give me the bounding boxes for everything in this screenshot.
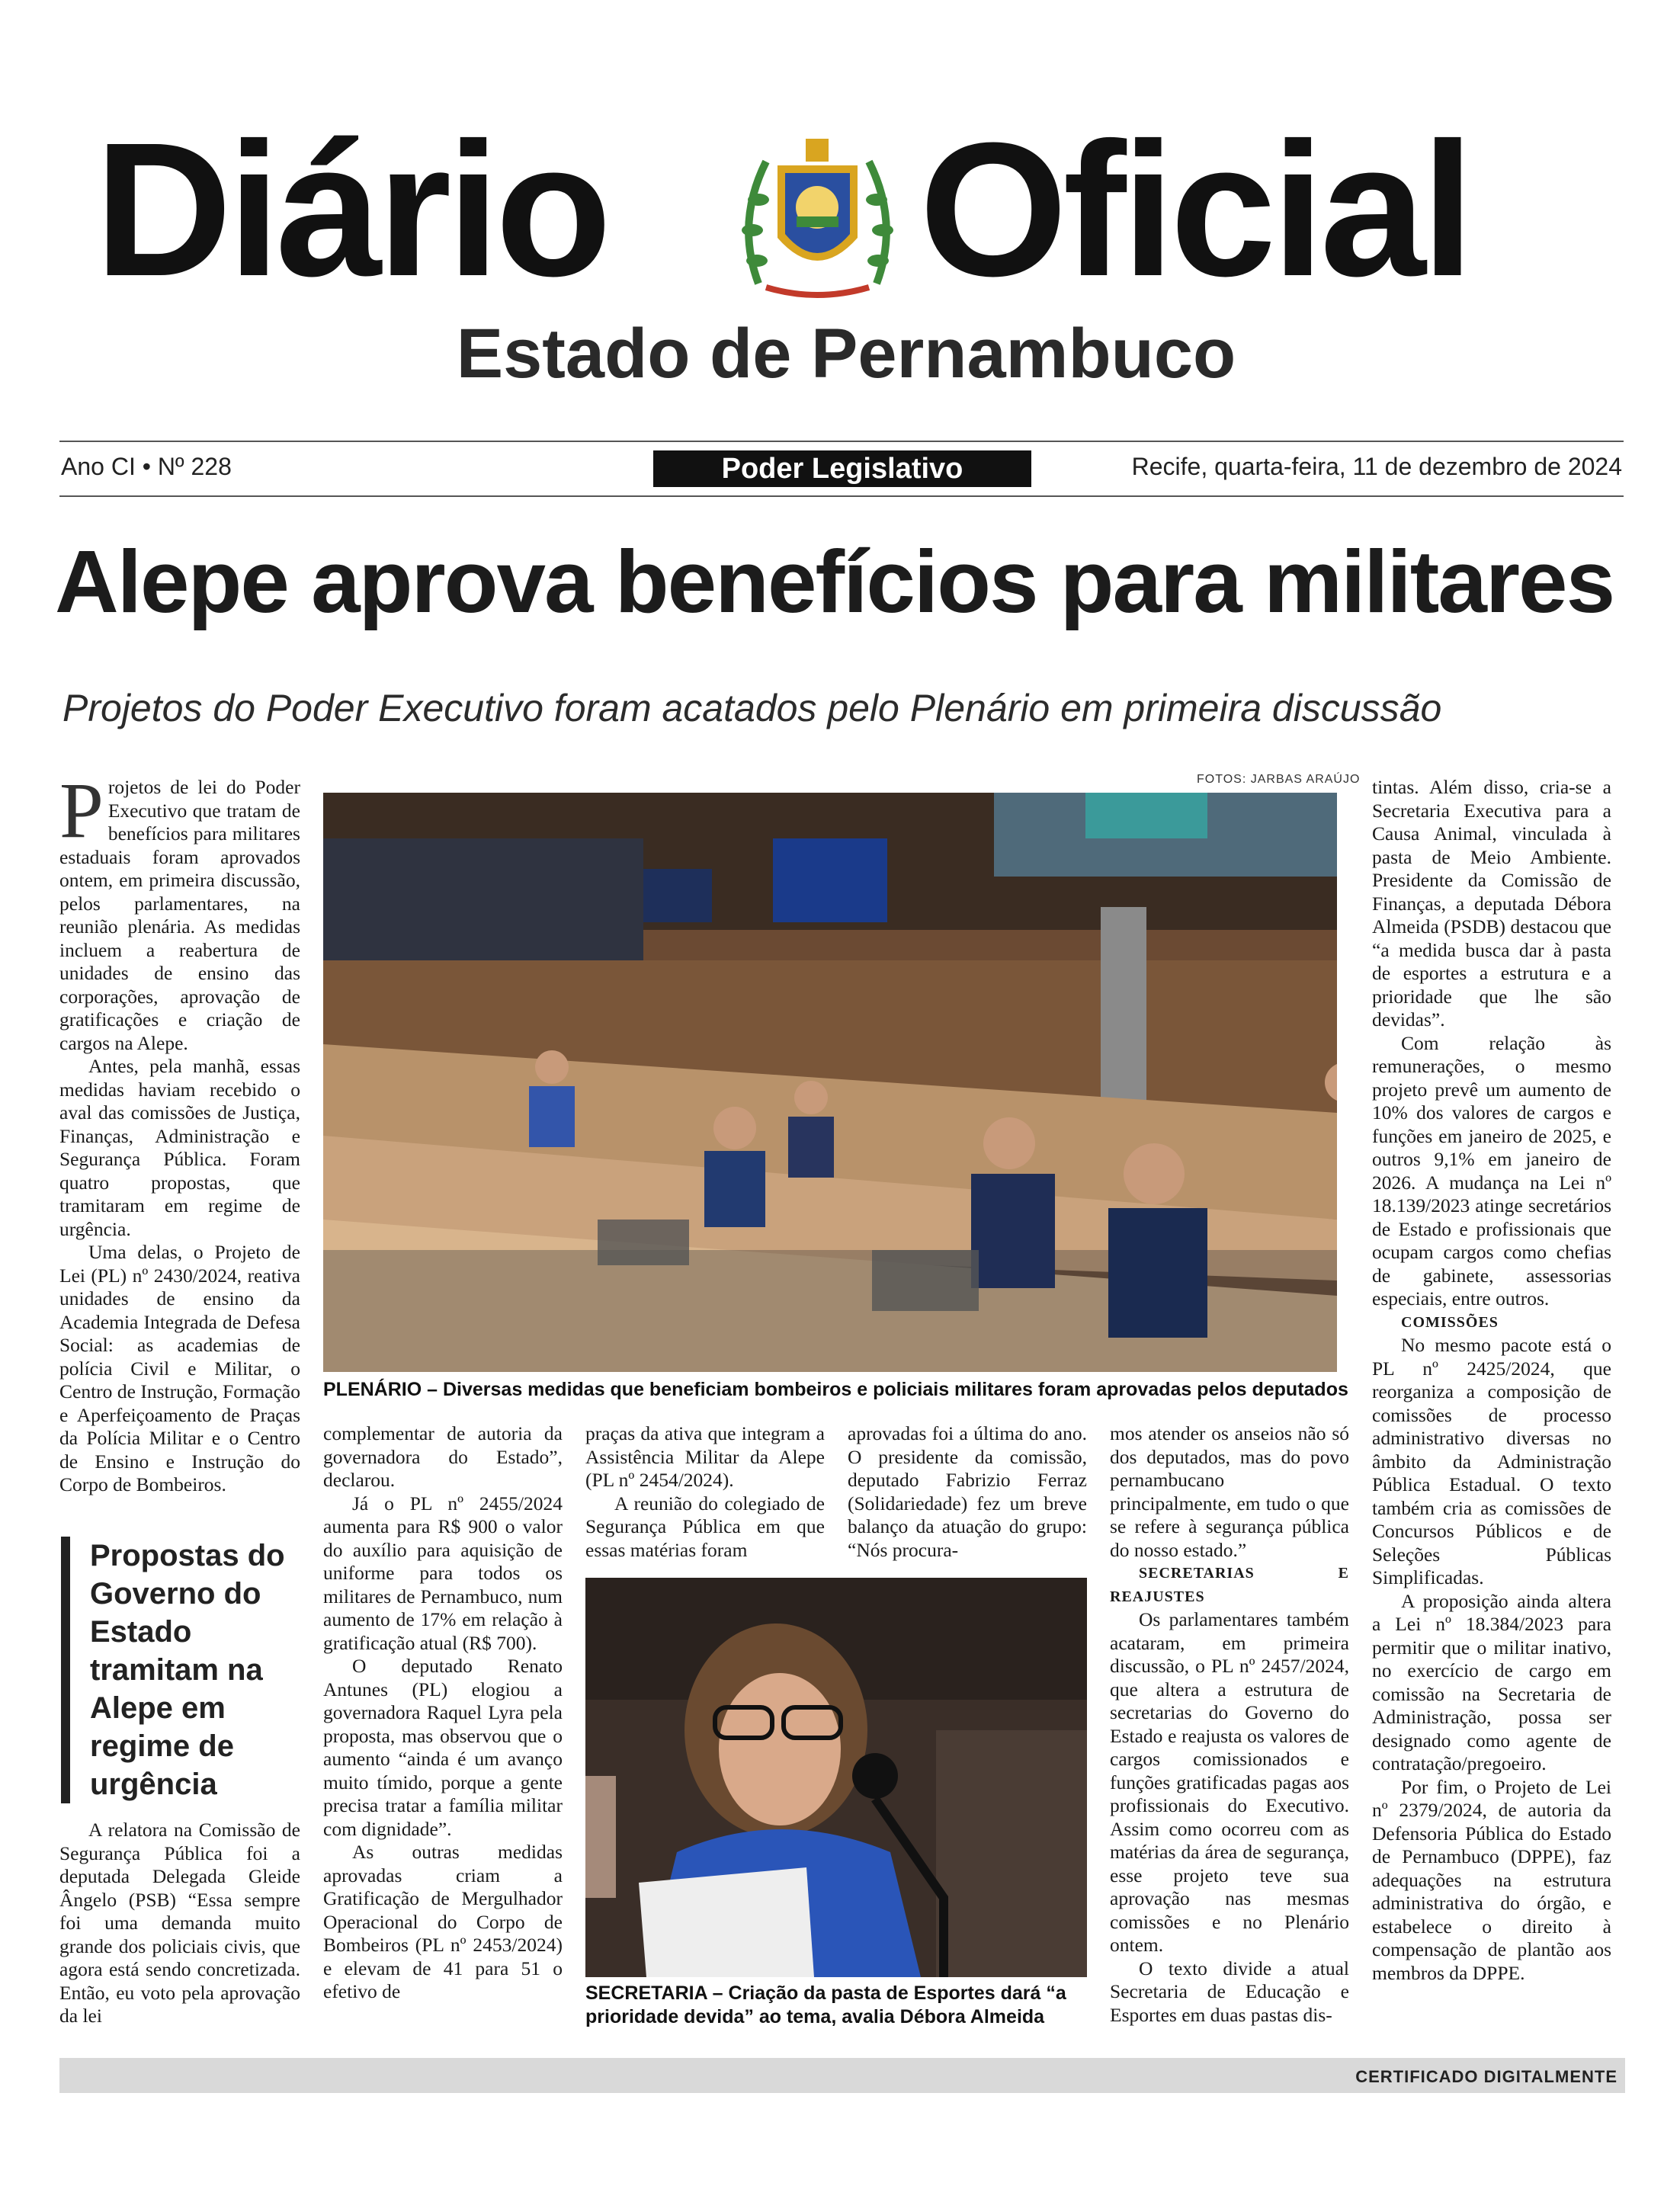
masthead-subtitle: Estado de Pernambuco xyxy=(456,315,1236,393)
article-column-2 xyxy=(323,1422,563,2004)
bottom-rule xyxy=(59,495,1624,497)
col2-paragraph-2: Já o PL nº 2455/2024 aumenta para R$ 900 o valor do auxílio para aquisição de uniforme para todos os militares de Pernambuco, num aumento de 17% em relação à gratificação atual (R$ 700). xyxy=(323,1492,563,1654)
section-title-comissoes: COMISSÕES xyxy=(1401,1313,1499,1331)
col6-paragraph-3: No mesmo pacote está o PL nº 2425/2024, que reorganiza a composição de comissões de processo administrativo diversas no âmbito da Administração Pública Estadual. O texto também cria as comissões de Concursos Públicos e de Seleções Públicas Simplificadas. xyxy=(1372,1334,1611,1588)
section-label: Poder Legislativo xyxy=(653,450,1031,487)
section-title-secretarias: SECRETARIAS E REAJUSTES xyxy=(1110,1565,1349,1605)
col5-paragraph-2: Os parlamentares também acataram, em primeira discussão, o PL nº 2457/2024, que altera a estrutura de secretarias do Governo do Estado e reajusta os valores de cargos comissionados e funções gratificadas pagas aos profissionais do Executivo. Assim como ocorreu com as matérias da área de segurança, esse projeto teve sua aprovação nas mesmas comissões e no Plenário ontem. xyxy=(1110,1608,1349,1956)
article-column-3 xyxy=(585,1422,825,1562)
col1-paragraph-2: Antes, pela manhã, essas medidas haviam recebido o aval das comissões de Justiça, Finanças, Administração e Segurança Pública. Foram quatro propostas, que tramitaram em regime de urgência. xyxy=(59,1055,300,1240)
article-column-5 xyxy=(1110,1422,1349,2027)
volume-number: Ano CI • Nº 228 xyxy=(61,453,232,480)
col2-paragraph-3: O deputado Renato Antunes (PL) elogiou a governadora Raquel Lyra pela proposta, mas observou que o aumento “ainda é um avanço muito tímido, porque a gente precisa tratar a família militar com dignidade”. xyxy=(323,1655,563,1840)
top-rule xyxy=(59,441,1624,442)
secretary-photo xyxy=(585,1578,1087,1977)
masthead-title-right: Oficial xyxy=(919,103,1470,316)
article-column-4 xyxy=(848,1422,1087,1562)
col1-paragraph-3: Uma delas, o Projeto de Lei (PL) nº 2430/2024, reativa unidades de ensino da Academia Integrada de Defesa Social: as academias de polícia Civil e Militar, o Centro de Instrução, Formação e Aperfeiçoamento de Praças da Polícia Militar e o Centro de Ensino e Instrução do Corpo de Bombeiros. xyxy=(59,1241,300,1495)
col6-paragraph-2: Com relação às remunerações, o mesmo projeto prevê um aumento de 10% dos valores de cargos e funções em janeiro de 2025, e outros 9,1% em janeiro de 2026. A mudança na Lei nº 18.139/2023 atinge secretários de Estado e profissionais que ocupam cargos como chefias de gabinete, assessorias especiais, entre outros. xyxy=(1372,1031,1611,1309)
col5-paragraph-1: mos atender os anseios não só dos deputados, mas do povo pernambucano principalmente, em tudo o que se refere à segurança pública do nosso estado.” xyxy=(1110,1422,1349,1561)
col2-paragraph-1: complementar de autoria da governadora do Estado”, declarou. xyxy=(323,1422,563,1491)
dropcap: P xyxy=(59,767,104,854)
date-line: Recife, quarta-feira, 11 de dezembro de 2024 xyxy=(1131,453,1622,480)
pullquote: Propostas do Governo do Estado tramitam na Alepe em regime de urgência xyxy=(61,1537,319,1803)
certification-label: CERTIFICADO DIGITALMENTE xyxy=(1355,2067,1617,2086)
headline: Alepe aprova benefícios para militares xyxy=(55,532,1614,631)
col6-paragraph-1: tintas. Além disso, cria-se a Secretaria Executiva para a Causa Animal, vinculada à pasta de Meio Ambiente. Presidente da Comissão de Finanças, a deputada Débora Almeida (PSDB) destacou que “a medida busca dar à pasta de esportes a estrutura e a prioridade que lhe são devidas”. xyxy=(1372,776,1611,1030)
plenary-photo xyxy=(323,793,1337,1372)
col2-paragraph-4: As outras medidas aprovadas criam a Gratificação de Mergulhador Operacional do Corpo de Bombeiros (PL nº 2453/2024) e elevam de 41 para 51 o efetivo de xyxy=(323,1841,563,2002)
col6-paragraph-4: A proposição ainda altera a Lei nº 18.384/2023 para permitir que o militar inativo, no exercício de cargo em comissão na Secretaria de Administração, possa ser designado como agente de contratação/pregoeiro. xyxy=(1372,1589,1611,1774)
plenary-caption: PLENÁRIO – Diversas medidas que beneficiam bombeiros e policiais militares foram aprovadas pelos deputados xyxy=(323,1379,1348,1400)
subheadline: Projetos do Poder Executivo foram acatados pelo Plenário em primeira discussão xyxy=(63,687,1442,729)
col5-paragraph-3: O texto divide a atual Secretaria de Educação e Esportes em duas pastas dis- xyxy=(1110,1957,1349,2026)
article-column-1 xyxy=(59,767,300,1497)
col1-paragraph-1: rojetos de lei do Poder Executivo que tratam de benefícios para militares estaduais foram aprovados ontem, em primeira discussão, pelos parlamentares, na reunião plenária. As medidas incluem a reabertura de unidades de ensino das corporações, aprovação de gratificações e criação de cargos na Alepe. xyxy=(59,776,300,1054)
article-column-6 xyxy=(1372,776,1611,1985)
masthead-title-left: Diário xyxy=(95,103,608,316)
footer-bar xyxy=(59,2058,1625,2093)
col6-paragraph-5: Por fim, o Projeto de Lei nº 2379/2024, de autoria da Defensoria Pública do Estado de Pernambuco (DPPE), faz adequações na estrutura administrativa do órgão, e estabelece o direito à compensação de plantão aos membros da DPPE. xyxy=(1372,1775,1611,1984)
col1-paragraph-4: A relatora na Comissão de Segurança Pública foi a deputada Delegada Gleide Ângelo (PSB) “Essa sempre foi uma demanda muito grande dos policiais civis, que agora está sendo concretizada. Então, eu voto pela aprovação da lei xyxy=(59,1819,300,2027)
photo-credit: FOTOS: JARBAS ARAÚJO xyxy=(1197,773,1361,786)
col3-paragraph-2: A reunião do colegiado de Segurança Pública em que essas matérias foram xyxy=(585,1492,825,1561)
secretary-caption: SECRETARIA – Criação da pasta de Esportes dará “a prioridade devida” ao tema, avalia Débora Almeida xyxy=(585,1982,1066,2027)
coat-of-arms-icon xyxy=(736,131,899,299)
col3-paragraph-1: praças da ativa que integram a Assistência Militar da Alepe (PL nº 2454/2024). xyxy=(585,1422,825,1491)
article-column-1-continued xyxy=(59,1819,300,2028)
col4-paragraph-1: aprovadas foi a última do ano. O presidente da comissão, deputado Fabrizio Ferraz (Solidariedade) fez um breve balanço da atuação do grupo: “Nós procura- xyxy=(848,1422,1087,1561)
